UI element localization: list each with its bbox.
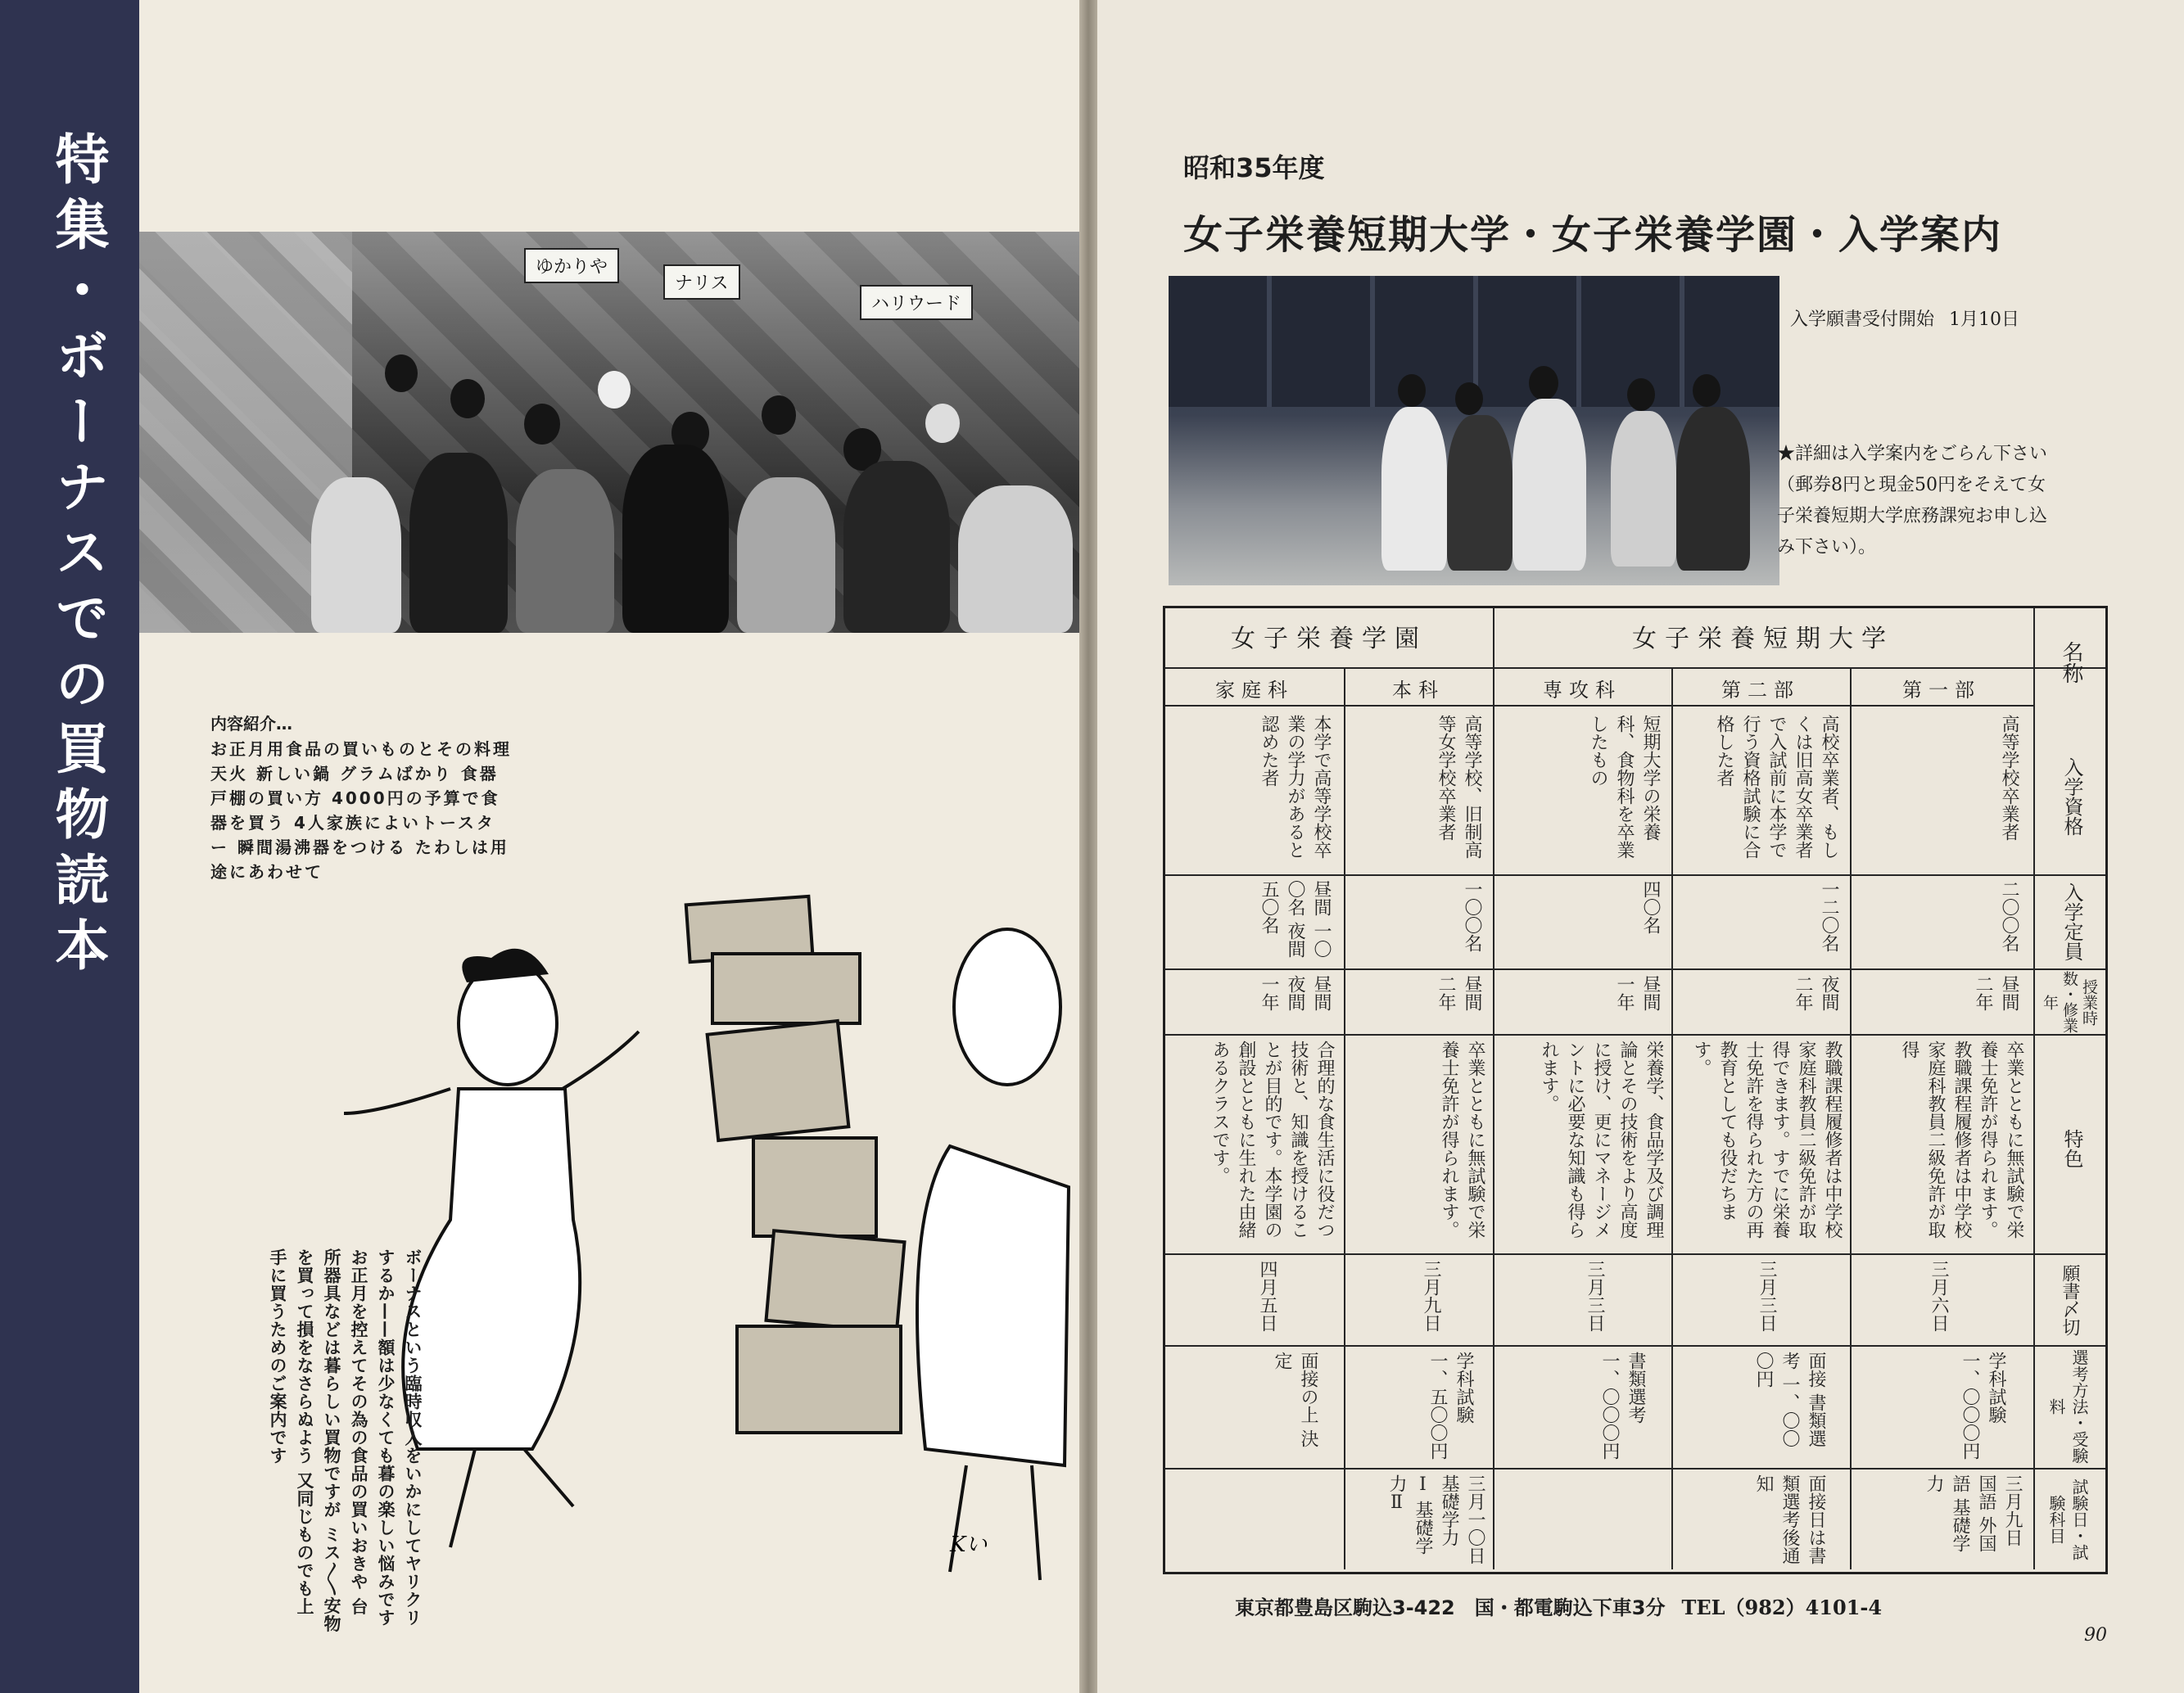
row-label-selection: 選考方法・受験料 xyxy=(2046,1349,2089,1464)
column-honka: 本科 xyxy=(1392,679,1445,702)
cell-qualification-kateika: 本学で高等学校卒業の学力があると認めた者 xyxy=(1259,715,1332,859)
row-label-deadline: 願書〆切 xyxy=(2060,1264,2080,1336)
column-senkouka: 専攻科 xyxy=(1543,679,1621,702)
store-sign: ゆかりや xyxy=(524,248,619,283)
address-line xyxy=(1235,1591,1882,1620)
cell-features-senkouka: 栄養学、食品学及び調理論とその技術をより高度に授け、更にマネージメントに必要な知識も得られます。 xyxy=(1539,1041,1664,1239)
cell-capacity-daiichibu: 二〇〇名 xyxy=(1999,880,2019,952)
cell-selection-kateika: 面接の上 決定 xyxy=(1272,1352,1318,1447)
row-label-hours: 授業時数・修業年 xyxy=(2041,971,2098,1033)
cell-capacity-senkouka: 四〇名 xyxy=(1640,880,1661,934)
cell-exam-honka: 三月一〇日 基礎学力Ⅰ 基礎学力Ⅱ xyxy=(1386,1474,1485,1564)
cell-hours-senkouka: 昼間 一年 xyxy=(1614,975,1661,1011)
intro-label: 内容紹介… xyxy=(210,714,292,734)
address: 東京都豊島区駒込3-422 国・都電駒込下車3分 xyxy=(1235,1596,1666,1619)
row-label-capacity: 入学定員 xyxy=(2060,882,2083,961)
cell-features-kateika: 合理的な食生活に役だつ技術と、知識を授けることが目的です。本学園の創設とともに生れた由緒あるクラスです。 xyxy=(1210,1041,1335,1239)
page-number: 90 xyxy=(2084,1625,2107,1646)
cell-hours-daiichibu: 昼間 二年 xyxy=(1973,975,2019,1011)
application-start-label: 入学願書受付開始 xyxy=(1790,309,1935,330)
cell-exam-daiichibu: 三月九日 国語 外国語 基礎学力 xyxy=(1924,1474,2023,1552)
cell-selection-daiichibu: 学科試験 一、〇〇〇円 xyxy=(1960,1352,2006,1460)
cell-deadline-daiichibu: 三月六日 xyxy=(1929,1260,1949,1332)
cartoon-signature: Kい xyxy=(950,1533,988,1557)
main-title: 女子栄養短期大学・女子栄養学園・入学案内 xyxy=(1183,212,2003,258)
header-gakuen: 女子栄養学園 xyxy=(1231,625,1427,653)
feature-title: 特集・ボーナスでの買物読本 xyxy=(46,131,109,982)
cell-exam-kateika xyxy=(1190,1474,1313,1566)
year-label: 昭和35年度 xyxy=(1183,152,1325,183)
cell-selection-senkouka: 書類選考 一、〇〇〇円 xyxy=(1599,1352,1646,1460)
cell-exam-senkouka xyxy=(1526,1474,1648,1566)
row-label-exam: 試験日・試験科目 xyxy=(2046,1478,2089,1560)
row-label-features: 特色 xyxy=(2060,1129,2083,1168)
cell-qualification-senkouka: 短期大学の栄養科、食物科を卒業したもの xyxy=(1588,715,1661,859)
header-name: 名称 xyxy=(2059,641,2083,684)
intro-text: お正月用食品の買いものとその料理 天火 新しい鍋 グラムばかり 食器戸棚の買い方 4000円の予算で食器を買う 4人家族によいトースター 瞬間湯沸器をつける たわしは用途にあわせて xyxy=(210,739,512,882)
cell-hours-kateika: 昼間 夜間 一年 xyxy=(1259,975,1332,1011)
column-daiichibu: 第一部 xyxy=(1902,679,1981,702)
cell-deadline-senkouka: 三月三日 xyxy=(1585,1260,1605,1332)
application-start-date: 1月10日 xyxy=(1949,309,2020,330)
title-band xyxy=(0,0,139,1693)
application-start xyxy=(1790,305,2019,331)
cell-features-honka: 卒業とともに無試験で栄養士免許が得られます。 xyxy=(1439,1041,1485,1239)
cell-hours-honka: 昼間 二年 xyxy=(1436,975,1482,1011)
shopping-cartoon xyxy=(328,876,1081,1588)
cell-deadline-kateika: 四月五日 xyxy=(1257,1260,1277,1332)
book-gutter xyxy=(1079,0,1097,1693)
details-note: ★詳細は入学案内をごらん下さい（郵券8円と現金50円をそえて女子栄養短期大学庶務課宛お申し込み下さい）。 xyxy=(1777,444,2048,558)
school-photo xyxy=(1169,276,1779,585)
row-label-qualification: 入学資格 xyxy=(2060,757,2083,836)
admission-table xyxy=(1163,606,2108,1574)
cell-selection-honka: 学科試験 一、五〇〇円 xyxy=(1427,1352,1474,1460)
cell-deadline-honka: 三月九日 xyxy=(1421,1260,1441,1332)
cell-capacity-kateika: 昼間 一〇〇名 夜間 五〇名 xyxy=(1259,880,1332,958)
telephone: TEL（982）4101-4 xyxy=(1681,1596,1883,1619)
cell-capacity-dainibu: 一二〇名 xyxy=(1819,880,1839,952)
header-college: 女子栄養短期大学 xyxy=(1632,625,1894,653)
cell-qualification-honka: 高等学校、旧制高等女学校卒業者 xyxy=(1436,715,1482,859)
store-sign: ナリス xyxy=(663,264,740,300)
cell-capacity-honka: 一〇〇名 xyxy=(1462,880,1482,952)
column-dainibu: 第二部 xyxy=(1721,679,1800,702)
cell-selection-dainibu: 面接 書類選考 一、〇〇〇円 xyxy=(1753,1352,1826,1447)
bonus-text: ボーナスという臨時収入をいかにしてヤリクリするか——額は少なくても暮の楽しい悩みです お正月を控えてその為の食品の買いおきや 台所器具などは暮らしい買物ですが ミス〳〵安物を買って損をなさらぬよう 又同じものでも上手に買うためのご案内です xyxy=(268,1248,423,1633)
store-sign: ハリウード xyxy=(860,285,973,320)
store-photo xyxy=(139,232,1084,633)
cell-features-daiichibu: 卒業とともに無試験で栄養士免許が得られます。教職課程履修者は中学校家庭科教員二級免許が取得 xyxy=(1899,1041,2024,1239)
column-kateika: 家庭科 xyxy=(1215,679,1294,702)
cell-hours-dainibu: 夜間 二年 xyxy=(1793,975,1839,1011)
cell-deadline-dainibu: 三月三日 xyxy=(1757,1260,1777,1332)
cell-qualification-dainibu: 高校卒業者、もしくは旧高女卒業者で入試前に本学で行う資格試験に合格した者 xyxy=(1714,715,1839,859)
cell-exam-dainibu: 面接日は書類選考後通知 xyxy=(1753,1474,1826,1564)
cell-qualification-daiichibu: 高等学校卒業者 xyxy=(1999,715,2019,841)
left-page xyxy=(0,0,1079,1693)
cell-features-dainibu: 教職課程履修者は中学校家庭科教員二級免許が取得できます。すでに栄養士免許を得られた方の再教育としても役だちます。 xyxy=(1691,1041,1843,1239)
